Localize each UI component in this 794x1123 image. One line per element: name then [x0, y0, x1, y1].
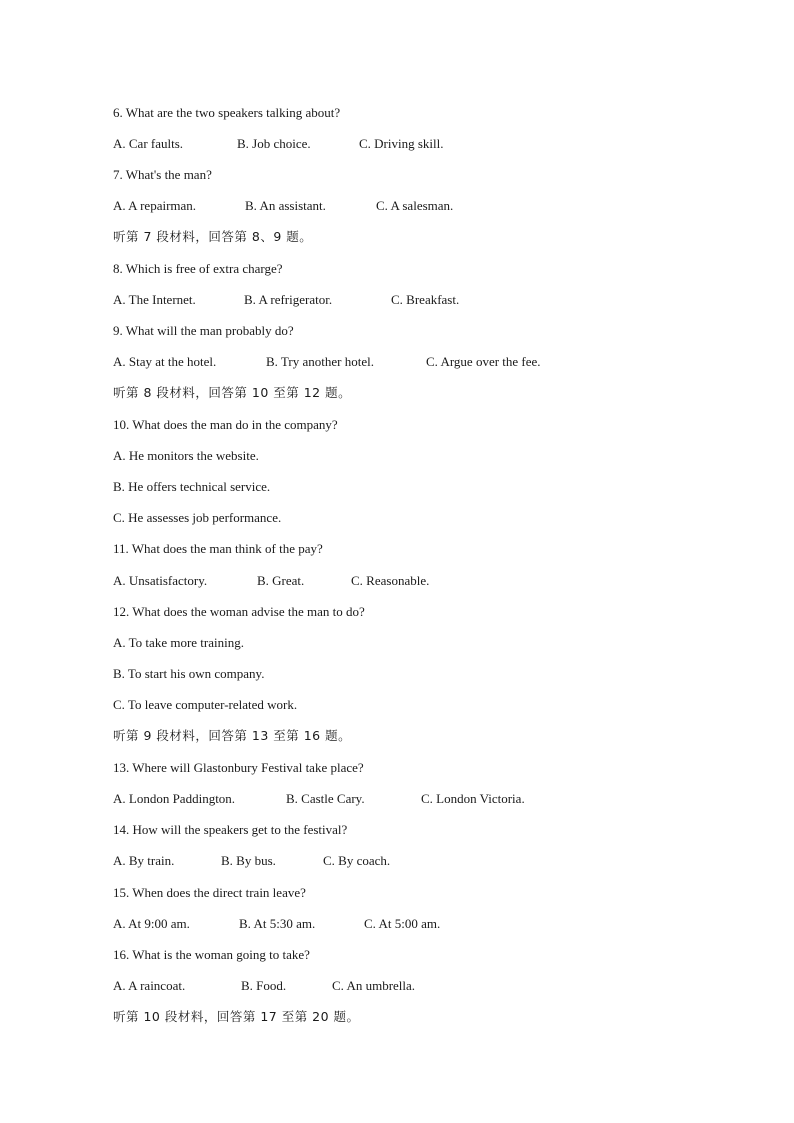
option-a: A. A repairman. — [113, 198, 197, 213]
option-c: C. London Victoria. — [421, 791, 525, 806]
question-16: 16. What is the woman going to take? — [113, 947, 310, 962]
option-c: C. At 5:00 am. — [364, 916, 441, 931]
question-14: 14. How will the speakers get to the festival? — [113, 822, 348, 837]
section-heading-10: 听第 10 段材料，回答第 17 至第 20 题。 — [113, 1009, 360, 1024]
option-b: B. Castle Cary. — [286, 791, 365, 806]
option-10a: A. He monitors the website. — [113, 448, 259, 463]
option-a: A. London Paddington. — [113, 791, 236, 806]
option-b: B. Try another hotel. — [266, 354, 374, 369]
question-7: 7. What's the man? — [113, 167, 212, 182]
option-a: A. The Internet. — [113, 292, 196, 307]
option-b: B. At 5:30 am. — [239, 916, 316, 931]
question-8: 8. Which is free of extra charge? — [113, 261, 283, 276]
option-c: C. Reasonable. — [351, 573, 430, 588]
option-c: C. A salesman. — [376, 198, 454, 213]
option-c: C. Breakfast. — [391, 292, 460, 307]
section-heading-8: 听第 8 段材料，回答第 10 至第 12 题。 — [113, 385, 352, 400]
option-12c: C. To leave computer-related work. — [113, 697, 298, 712]
option-b: B. A refrigerator. — [244, 292, 333, 307]
option-a: A. At 9:00 am. — [113, 916, 190, 931]
option-10b: B. He offers technical service. — [113, 479, 271, 494]
option-10c: C. He assesses job performance. — [113, 510, 282, 525]
option-12b: B. To start his own company. — [113, 666, 265, 681]
option-b: B. Great. — [257, 573, 305, 588]
section-heading-9: 听第 9 段材料，回答第 13 至第 16 题。 — [113, 728, 352, 743]
option-b: B. An assistant. — [245, 198, 326, 213]
option-b: B. Food. — [241, 978, 287, 993]
section-heading-7: 听第 7 段材料，回答第 8、9 题。 — [113, 229, 313, 244]
question-11: 11. What does the man think of the pay? — [113, 541, 323, 556]
option-b: B. Job choice. — [237, 136, 311, 151]
option-12a: A. To take more training. — [113, 635, 244, 650]
option-c: C. Driving skill. — [359, 136, 444, 151]
option-c: C. Argue over the fee. — [426, 354, 541, 369]
question-9: 9. What will the man probably do? — [113, 323, 294, 338]
question-10: 10. What does the man do in the company? — [113, 417, 338, 432]
option-a: A. Unsatisfactory. — [113, 573, 208, 588]
option-c: C. An umbrella. — [332, 978, 416, 993]
option-c: C. By coach. — [323, 853, 391, 868]
option-a: A. By train. — [113, 853, 175, 868]
question-13: 13. Where will Glastonbury Festival take place? — [113, 760, 364, 775]
question-15: 15. When does the direct train leave? — [113, 885, 306, 900]
option-a: A. Stay at the hotel. — [113, 354, 217, 369]
option-b: B. By bus. — [221, 853, 276, 868]
question-12: 12. What does the woman advise the man to do? — [113, 604, 365, 619]
question-6: 6. What are the two speakers talking about? — [113, 105, 341, 120]
option-a: A. Car faults. — [113, 136, 184, 151]
option-a: A. A raincoat. — [113, 978, 186, 993]
